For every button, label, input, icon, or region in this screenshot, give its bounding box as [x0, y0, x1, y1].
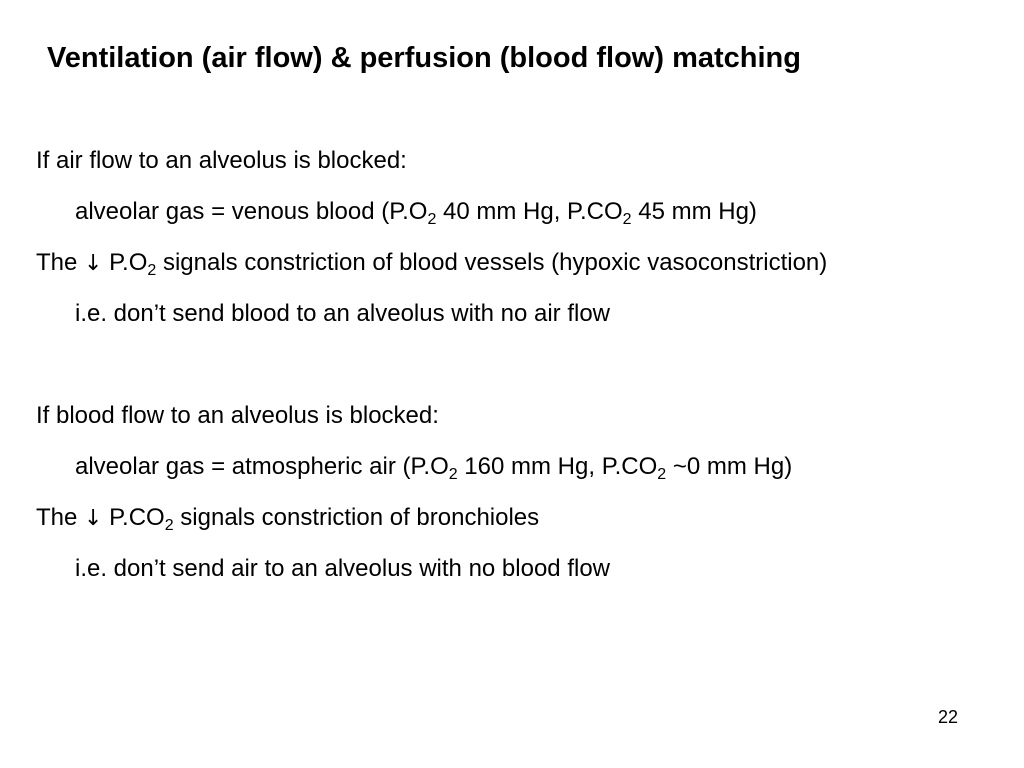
subscript: 2 [657, 466, 667, 483]
subscript: 2 [164, 517, 174, 534]
air-blocked-heading: If air flow to an alveolus is blocked: [36, 147, 407, 174]
text-segment: The [36, 504, 85, 531]
text-segment: P.O [102, 249, 148, 276]
text-segment: P.CO [102, 504, 165, 531]
subscript: 2 [622, 211, 632, 228]
text-segment: ~0 mm Hg) [666, 453, 793, 480]
slide-title: Ventilation (air flow) & perfusion (blood flow) matching [47, 42, 801, 74]
blood-blocked-gas-line [75, 452, 792, 482]
air-blocked-gas-line [75, 197, 757, 227]
text-segment: 40 mm Hg, P.CO [436, 198, 623, 225]
air-blocked-signal-line [36, 248, 827, 279]
text-segment: 160 mm Hg, P.CO [457, 453, 658, 480]
subscript: 2 [427, 211, 437, 228]
blood-blocked-heading: If blood flow to an alveolus is blocked: [36, 402, 439, 429]
text-segment: alveolar gas = venous blood (P.O [75, 198, 428, 225]
text-segment: alveolar gas = atmospheric air (P.O [75, 453, 449, 480]
blood-blocked-signal-line [36, 503, 539, 534]
subscript: 2 [448, 466, 458, 483]
text-segment: signals constriction of blood vessels (hypoxic vasoconstriction) [156, 249, 828, 276]
blood-blocked-ie-line: i.e. don’t send air to an alveolus with no blood flow [75, 555, 610, 582]
subscript: 2 [147, 262, 157, 279]
text-segment: The [36, 249, 85, 276]
air-blocked-ie-line: i.e. don’t send blood to an alveolus with no air flow [75, 300, 610, 327]
down-arrow-icon: ↓ [84, 251, 103, 276]
text-segment: 45 mm Hg) [631, 198, 757, 225]
page-number: 22 [938, 707, 959, 727]
text-segment: signals constriction of bronchioles [173, 504, 540, 531]
down-arrow-icon: ↓ [84, 506, 103, 531]
